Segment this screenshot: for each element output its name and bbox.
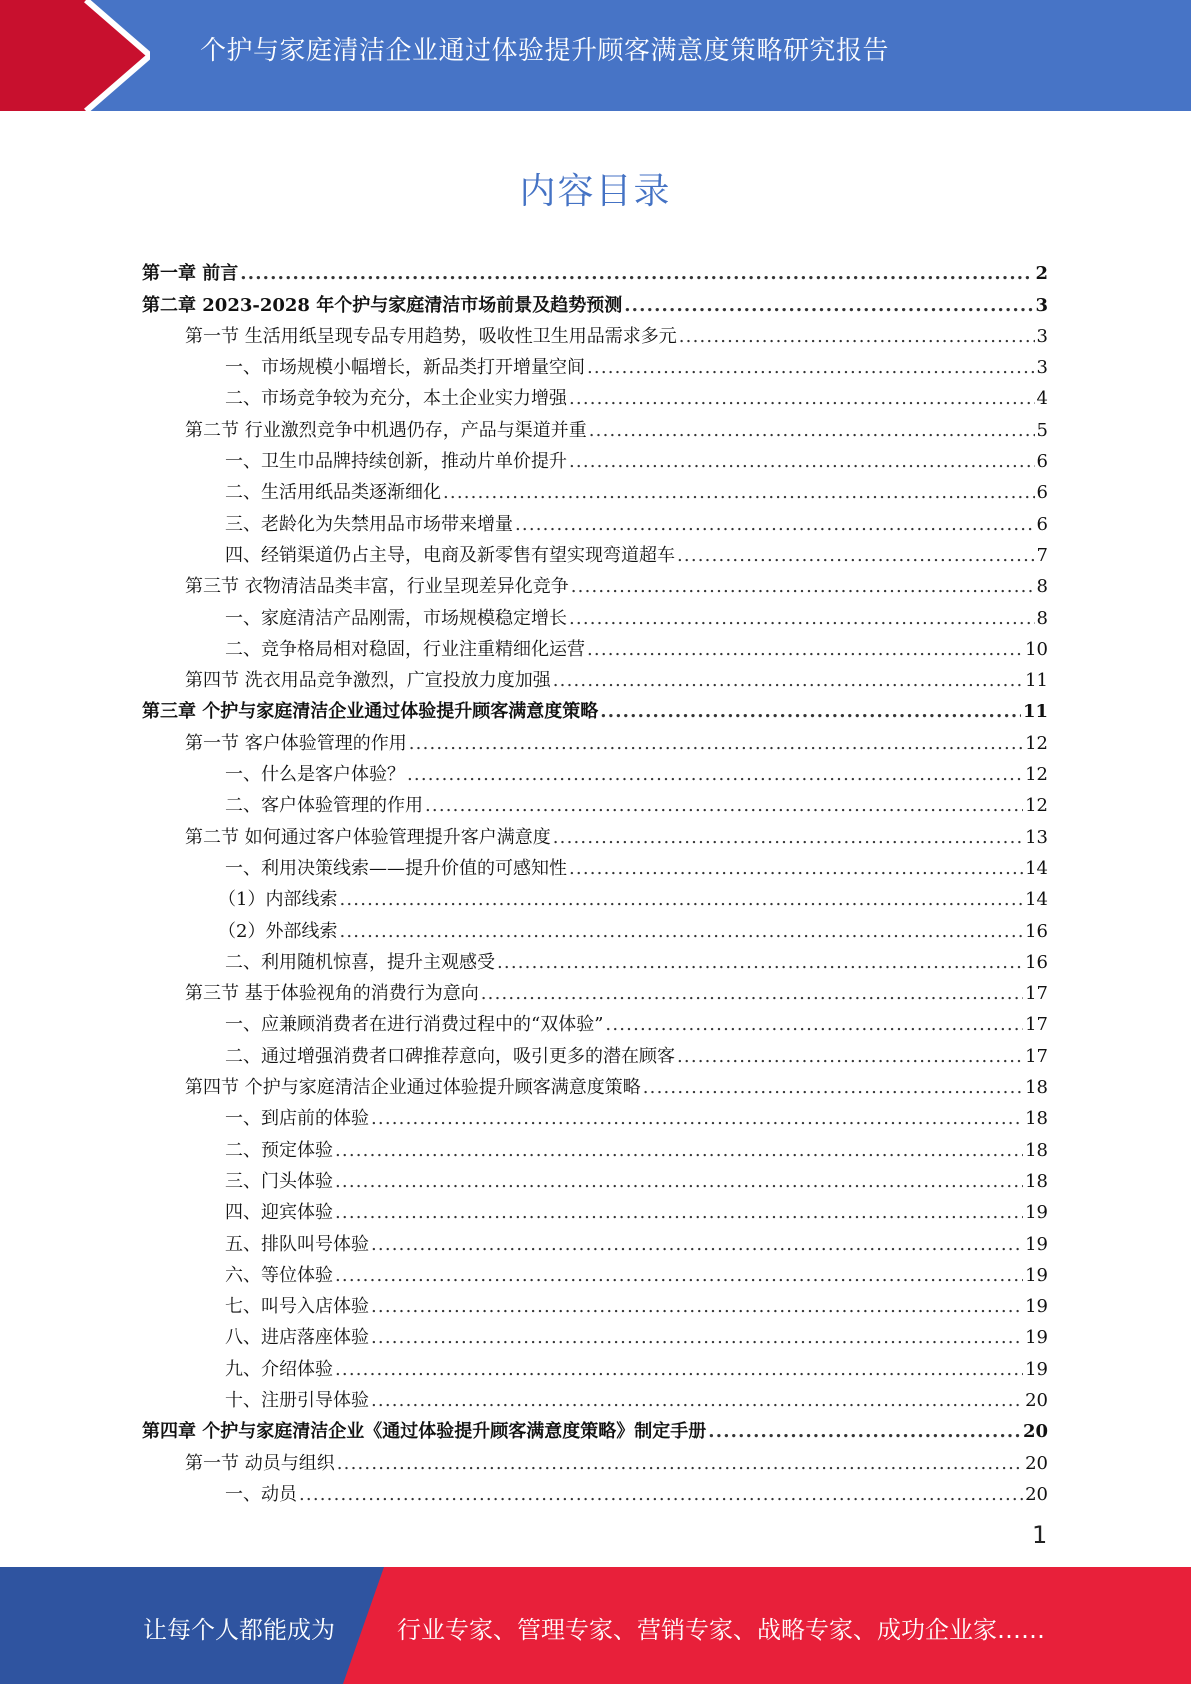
toc-entry-page: 13	[1025, 826, 1048, 848]
toc-entry-title: 第二章 2023-2028 年个护与家庭清洁市场前景及趋势预测	[142, 294, 623, 316]
toc-dot-leader	[497, 952, 1023, 974]
toc-dot-leader	[569, 608, 1035, 630]
toc-entry[interactable]	[142, 630, 1048, 661]
toc-entry-page: 14	[1025, 857, 1048, 879]
toc-entry-title: 七、叫号入店体验	[225, 1296, 369, 1318]
toc-entry-page: 12	[1025, 764, 1048, 786]
toc-entry[interactable]	[142, 379, 1048, 410]
toc-entry-page: 20	[1022, 1421, 1048, 1443]
toc-entry-title: 二、客户体验管理的作用	[225, 795, 423, 817]
toc-entry[interactable]	[142, 849, 1048, 880]
toc-dot-leader	[569, 451, 1035, 473]
toc-entry-title: 二、预定体验	[225, 1139, 333, 1161]
toc-dot-leader	[335, 1359, 1023, 1381]
toc-entry[interactable]	[142, 692, 1048, 723]
toc-entry-page: 7	[1036, 544, 1048, 566]
toc-entry[interactable]	[142, 1130, 1048, 1161]
toc-dot-leader	[481, 983, 1023, 1005]
toc-entry-title: 第三节 衣物清洁品类丰富，行业呈现差异化竞争	[185, 576, 569, 598]
toc-entry-title: 五、排队叫号体验	[225, 1233, 369, 1255]
toc-entry-title: 第二节 行业激烈竞争中机遇仍存，产品与渠道并重	[185, 419, 587, 441]
toc-dot-leader	[425, 795, 1023, 817]
toc-dot-leader	[515, 514, 1035, 536]
page-number: 1	[1032, 1521, 1048, 1549]
toc-dot-leader	[569, 858, 1023, 880]
toc-entry-page: 16	[1025, 951, 1048, 973]
toc-entry-page: 8	[1036, 607, 1048, 629]
toc-entry-page: 19	[1025, 1296, 1048, 1318]
toc-dot-leader	[371, 1296, 1023, 1318]
toc-entry-title: 二、生活用纸品类逐渐细化	[225, 482, 441, 504]
toc-entry-title: 第四节 洗衣用品竞争激烈，广宣投放力度加强	[185, 670, 551, 692]
toc-entry[interactable]	[142, 1287, 1048, 1318]
toc-entry-title: 第一节 客户体验管理的作用	[185, 732, 407, 754]
toc-dot-leader	[443, 482, 1035, 504]
toc-entry-page: 20	[1025, 1389, 1048, 1411]
toc-dot-leader	[589, 420, 1035, 442]
toc-entry-page: 3	[1035, 294, 1048, 316]
header-arrow-icon	[0, 0, 150, 111]
toc-dot-leader	[371, 1327, 1023, 1349]
toc-dot-leader	[335, 1202, 1023, 1224]
toc-dot-leader	[337, 1453, 1023, 1475]
toc-dot-leader	[335, 1171, 1023, 1193]
toc-entry[interactable]	[142, 317, 1048, 348]
toc-entry-page: 2	[1035, 263, 1048, 285]
toc-entry-title: 第四节 个护与家庭清洁企业通过体验提升顾客满意度策略	[185, 1077, 641, 1099]
toc-entry-page: 6	[1036, 482, 1048, 504]
toc-entry-page: 12	[1025, 732, 1048, 754]
toc-dot-leader	[708, 1421, 1021, 1443]
toc-entry-title: 第三章 个护与家庭清洁企业通过体验提升顾客满意度策略	[142, 701, 599, 723]
toc-dot-leader	[339, 921, 1023, 943]
toc-entry[interactable]	[142, 974, 1048, 1005]
table-of-contents	[142, 254, 1048, 1506]
toc-entry[interactable]	[142, 567, 1048, 598]
toc-dot-leader	[605, 1014, 1023, 1036]
toc-entry[interactable]	[142, 1412, 1048, 1443]
toc-entry-page: 8	[1036, 576, 1048, 598]
toc-entry[interactable]	[142, 1036, 1048, 1067]
toc-entry[interactable]	[142, 723, 1048, 754]
toc-entry[interactable]	[142, 817, 1048, 848]
toc-entry-page: 18	[1025, 1139, 1048, 1161]
toc-entry[interactable]	[142, 348, 1048, 379]
toc-entry[interactable]	[142, 1475, 1048, 1506]
toc-entry-title: 九、介绍体验	[225, 1358, 333, 1380]
page-header	[0, 0, 1191, 111]
toc-entry-page: 17	[1025, 983, 1048, 1005]
toc-entry[interactable]	[142, 410, 1048, 441]
toc-entry[interactable]	[142, 473, 1048, 504]
toc-entry[interactable]	[142, 755, 1048, 786]
toc-entry-page: 19	[1025, 1327, 1048, 1349]
toc-heading: 内容目录	[519, 171, 672, 212]
toc-dot-leader	[553, 670, 1023, 692]
toc-entry-page: 14	[1025, 889, 1048, 911]
toc-entry-title: 第二节 如何通过客户体验管理提升客户满意度	[185, 826, 551, 848]
toc-entry[interactable]	[142, 254, 1048, 285]
toc-entry-title: 一、家庭清洁产品刚需，市场规模稳定增长	[225, 607, 567, 629]
toc-dot-leader	[335, 1140, 1023, 1162]
toc-entry-title: 一、利用决策线索——提升价值的可感知性	[225, 857, 567, 879]
toc-dot-leader	[571, 576, 1035, 598]
toc-entry[interactable]	[142, 911, 1048, 942]
toc-entry[interactable]	[142, 661, 1048, 692]
toc-entry[interactable]	[142, 943, 1048, 974]
toc-entry-title: 十、注册引导体验	[225, 1389, 369, 1411]
toc-entry-page: 6	[1036, 513, 1048, 535]
toc-entry-title: 一、动员	[225, 1483, 297, 1505]
toc-entry-title: 第一章 前言	[142, 263, 239, 285]
toc-entry-page: 19	[1025, 1264, 1048, 1286]
toc-entry-title: 第四章 个护与家庭清洁企业《通过体验提升顾客满意度策略》制定手册	[142, 1421, 707, 1443]
toc-dot-leader	[624, 295, 1033, 317]
toc-entry-page: 16	[1025, 920, 1048, 942]
toc-entry-title: 一、应兼顾消费者在进行消费过程中的“双体验”	[225, 1014, 604, 1036]
toc-entry[interactable]	[142, 1349, 1048, 1380]
toc-dot-leader	[677, 545, 1035, 567]
toc-entry-page: 19	[1025, 1202, 1048, 1224]
toc-entry-page: 5	[1036, 419, 1048, 441]
toc-dot-leader	[371, 1390, 1023, 1412]
toc-entry-page: 17	[1025, 1045, 1048, 1067]
toc-entry-page: 3	[1036, 357, 1048, 379]
toc-entry[interactable]	[142, 1099, 1048, 1130]
toc-dot-leader	[339, 889, 1023, 911]
toc-dot-leader	[371, 1108, 1023, 1130]
toc-dot-leader	[587, 639, 1023, 661]
toc-dot-leader	[677, 1046, 1023, 1068]
toc-entry-title: （1）内部线索	[218, 889, 338, 911]
toc-dot-leader	[299, 1484, 1023, 1506]
toc-entry-page: 3	[1036, 325, 1048, 347]
toc-entry-title: 二、利用随机惊喜，提升主观感受	[225, 951, 495, 973]
toc-entry-title: 六、等位体验	[225, 1264, 333, 1286]
toc-entry-title: 四、经销渠道仍占主导，电商及新零售有望实现弯道超车	[225, 544, 675, 566]
toc-entry[interactable]	[142, 285, 1048, 316]
toc-entry[interactable]	[142, 504, 1048, 535]
toc-entry-page: 11	[1022, 701, 1048, 723]
toc-dot-leader	[679, 326, 1035, 348]
toc-entry-page: 20	[1025, 1452, 1048, 1474]
toc-entry[interactable]	[142, 442, 1048, 473]
toc-entry-page: 19	[1025, 1233, 1048, 1255]
toc-entry-page: 19	[1025, 1358, 1048, 1380]
toc-entry[interactable]	[142, 1005, 1048, 1036]
toc-entry[interactable]	[142, 1224, 1048, 1255]
toc-entry[interactable]	[142, 1443, 1048, 1474]
toc-entry-title: （2）外部线索	[218, 920, 338, 942]
toc-dot-leader	[409, 733, 1023, 755]
toc-entry[interactable]	[142, 598, 1048, 629]
toc-entry[interactable]	[142, 1068, 1048, 1099]
toc-entry-title: 一、市场规模小幅增长，新品类打开增量空间	[225, 357, 585, 379]
toc-entry-page: 11	[1025, 670, 1048, 692]
toc-entry-page: 20	[1025, 1483, 1048, 1505]
toc-entry-title: 第一节 生活用纸呈现专品专用趋势，吸收性卫生用品需求多元	[185, 325, 677, 347]
toc-entry[interactable]	[142, 1381, 1048, 1412]
footer-slogan-left: 让每个人都能成为	[143, 1616, 335, 1644]
toc-entry-title: 三、门头体验	[225, 1170, 333, 1192]
toc-entry-title: 二、竞争格局相对稳固，行业注重精细化运营	[225, 638, 585, 660]
toc-entry-title: 四、迎宾体验	[225, 1202, 333, 1224]
toc-dot-leader	[587, 357, 1035, 379]
page-footer	[0, 1567, 1191, 1684]
report-title: 个护与家庭清洁企业通过体验提升顾客满意度策略研究报告	[200, 36, 890, 66]
toc-entry-page: 17	[1025, 1014, 1048, 1036]
toc-entry-title: 一、卫生巾品牌持续创新，推动片单价提升	[225, 451, 567, 473]
toc-entry-page: 6	[1036, 451, 1048, 473]
toc-entry-title: 第三节 基于体验视角的消费行为意向	[185, 983, 479, 1005]
toc-entry[interactable]	[142, 1193, 1048, 1224]
toc-entry-title: 一、到店前的体验	[225, 1108, 369, 1130]
toc-entry-page: 18	[1025, 1108, 1048, 1130]
toc-dot-leader	[643, 1077, 1023, 1099]
toc-dot-leader	[600, 701, 1021, 723]
toc-entry-page: 18	[1025, 1170, 1048, 1192]
toc-entry-page: 12	[1025, 795, 1048, 817]
toc-entry-title: 一、什么是客户体验？	[225, 764, 405, 786]
toc-dot-leader	[240, 263, 1033, 285]
toc-entry-page: 4	[1036, 388, 1048, 410]
toc-entry[interactable]	[142, 880, 1048, 911]
toc-entry[interactable]	[142, 1162, 1048, 1193]
toc-entry-title: 八、进店落座体验	[225, 1327, 369, 1349]
toc-entry-title: 三、老龄化为失禁用品市场带来增量	[225, 513, 513, 535]
toc-dot-leader	[569, 388, 1035, 410]
toc-entry[interactable]	[142, 1318, 1048, 1349]
toc-dot-leader	[407, 764, 1023, 786]
toc-dot-leader	[335, 1265, 1023, 1287]
toc-entry-page: 18	[1025, 1077, 1048, 1099]
toc-entry-title: 二、通过增强消费者口碑推荐意向，吸引更多的潜在顾客	[225, 1045, 675, 1067]
toc-entry[interactable]	[142, 536, 1048, 567]
footer-slogan-right: 行业专家、管理专家、营销专家、战略专家、成功企业家……	[397, 1616, 1045, 1644]
toc-entry-title: 第一节 动员与组织	[185, 1452, 335, 1474]
toc-entry-page: 10	[1025, 638, 1048, 660]
toc-dot-leader	[553, 827, 1023, 849]
toc-entry[interactable]	[142, 786, 1048, 817]
toc-entry-title: 二、市场竞争较为充分，本土企业实力增强	[225, 388, 567, 410]
toc-dot-leader	[371, 1234, 1023, 1256]
toc-entry[interactable]	[142, 1256, 1048, 1287]
